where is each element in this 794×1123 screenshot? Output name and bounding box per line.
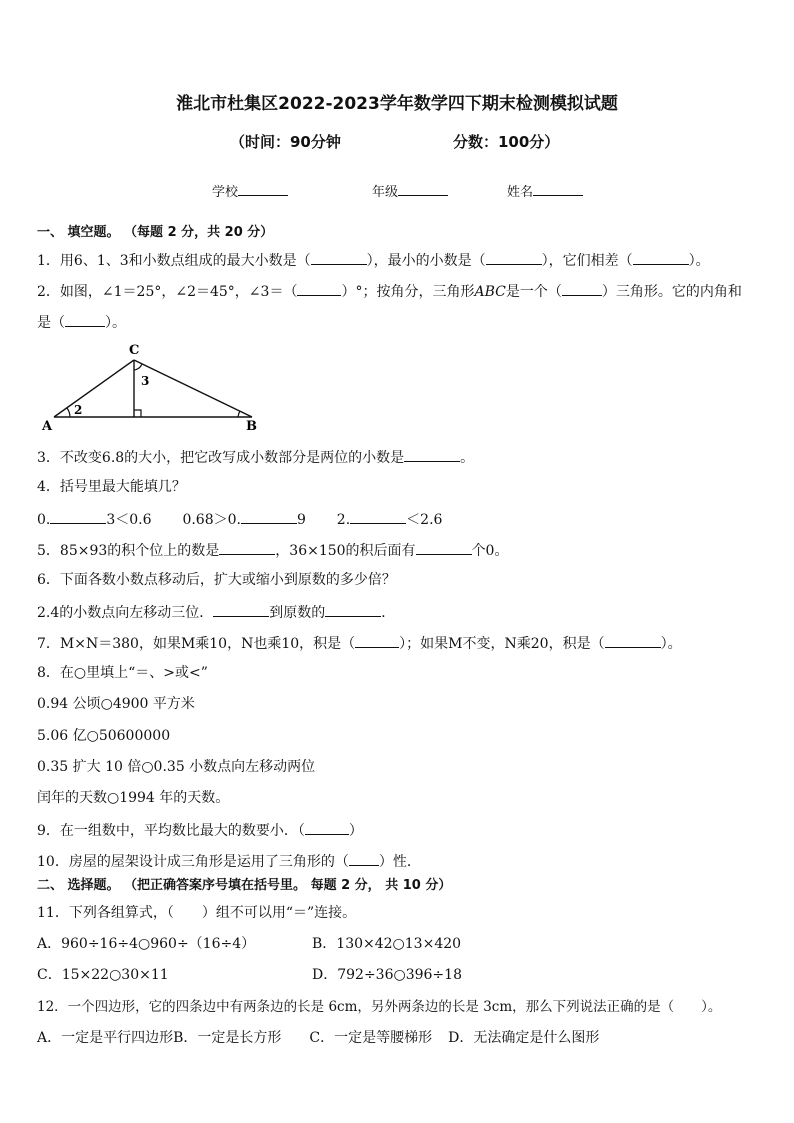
- question-8-item-1: 0.94 公顷○4900 平方米: [37, 696, 195, 712]
- grade-field: 年级: [372, 181, 448, 200]
- exam-time: （时间：90分钟: [230, 133, 341, 151]
- question-1: 1．用6、1、3和小数点组成的最大小数是（ ），最小的小数是（ ），它们相差（ ）。: [37, 250, 710, 270]
- label-a: A: [42, 419, 53, 432]
- question-11-option-a: A．960÷16÷4○960÷（16÷4）: [37, 936, 256, 952]
- question-8-item-2: 5.06 亿○50600000: [37, 728, 171, 744]
- question-11: 11．下列各组算式，（ ）组不可以用“＝”连接。: [37, 905, 357, 921]
- question-2-cont: 是（ ）。: [37, 312, 126, 332]
- label-angle-3: 3: [141, 374, 150, 388]
- question-8-item-3: 0.35 扩大 10 倍○0.35 小数点向左移动两位: [37, 759, 316, 775]
- question-3: 3．不改变6.8的大小，把它改写成小数部分是两位的小数是 。: [37, 447, 474, 467]
- question-11-option-c: C．15×22○30×11: [37, 967, 169, 983]
- question-10: 10．房屋的屋架设计成三角形是运用了三角形的（ ）性．: [37, 851, 421, 871]
- name-field: 姓名: [507, 181, 583, 200]
- question-12: 12．一个四边形，它的四条边中有两条边的长是 6cm，另外两条边的长是 3cm，那么下列说法正确的是（ ）。: [37, 999, 722, 1015]
- question-12-options: A．一定是平行四边形B．一定是长方形 C．一定是等腰梯形 D．无法确定是什么图形: [37, 1030, 600, 1046]
- label-c: C: [129, 343, 140, 358]
- exam-score: 分数：100分）: [453, 133, 560, 151]
- question-4-items: 0. 3＜0.6 0.68＞0. 9 2. ＜2.6: [37, 509, 442, 529]
- question-4: 4．括号里最大能填几？: [37, 479, 186, 495]
- label-angle-2: 2: [74, 403, 83, 417]
- school-field: 学校: [212, 181, 288, 200]
- question-6: 6．下面各数小数点移动后，扩大或缩小到原数的多少倍？: [37, 572, 396, 588]
- question-11-option-b: B．130×42○13×420: [312, 936, 462, 952]
- question-9: 9．在一组数中，平均数比最大的数要小．（ ）: [37, 820, 363, 840]
- page-title: 淮北市杜集区2022-2023学年数学四下期末检测模拟试题: [176, 94, 618, 114]
- question-2: 2．如图，∠1＝25°，∠2＝45°，∠3＝（ ）°；按角分，三角形ABC是一个（ ）三角形。它的内角和: [37, 281, 742, 301]
- triangle-figure: [34, 340, 264, 432]
- question-11-option-d: D．792÷36○396÷18: [312, 967, 462, 983]
- section-2-heading: 二、 选择题。 （把正确答案序号填在括号里。 每题 2 分， 共 10 分）: [37, 878, 452, 893]
- section-1-heading: 一、 填空题。 （每题 2 分，共 20 分）: [37, 225, 274, 240]
- label-b: B: [246, 419, 257, 432]
- question-6-item: 2.4的小数点向左移动三位． 到原数的 ．: [37, 602, 395, 622]
- question-7: 7．M×N＝380，如果M乘10，N也乘10，积是（ ）；如果M不变，N乘20，积是（ ）。: [37, 633, 682, 653]
- question-5: 5．85×93的积个位上的数是 ，36×150的积后面有 个0。: [37, 540, 508, 560]
- question-8: 8．在○里填上“＝、>或<”: [37, 665, 208, 681]
- question-8-item-4: 闰年的天数○1994 年的天数。: [37, 790, 230, 806]
